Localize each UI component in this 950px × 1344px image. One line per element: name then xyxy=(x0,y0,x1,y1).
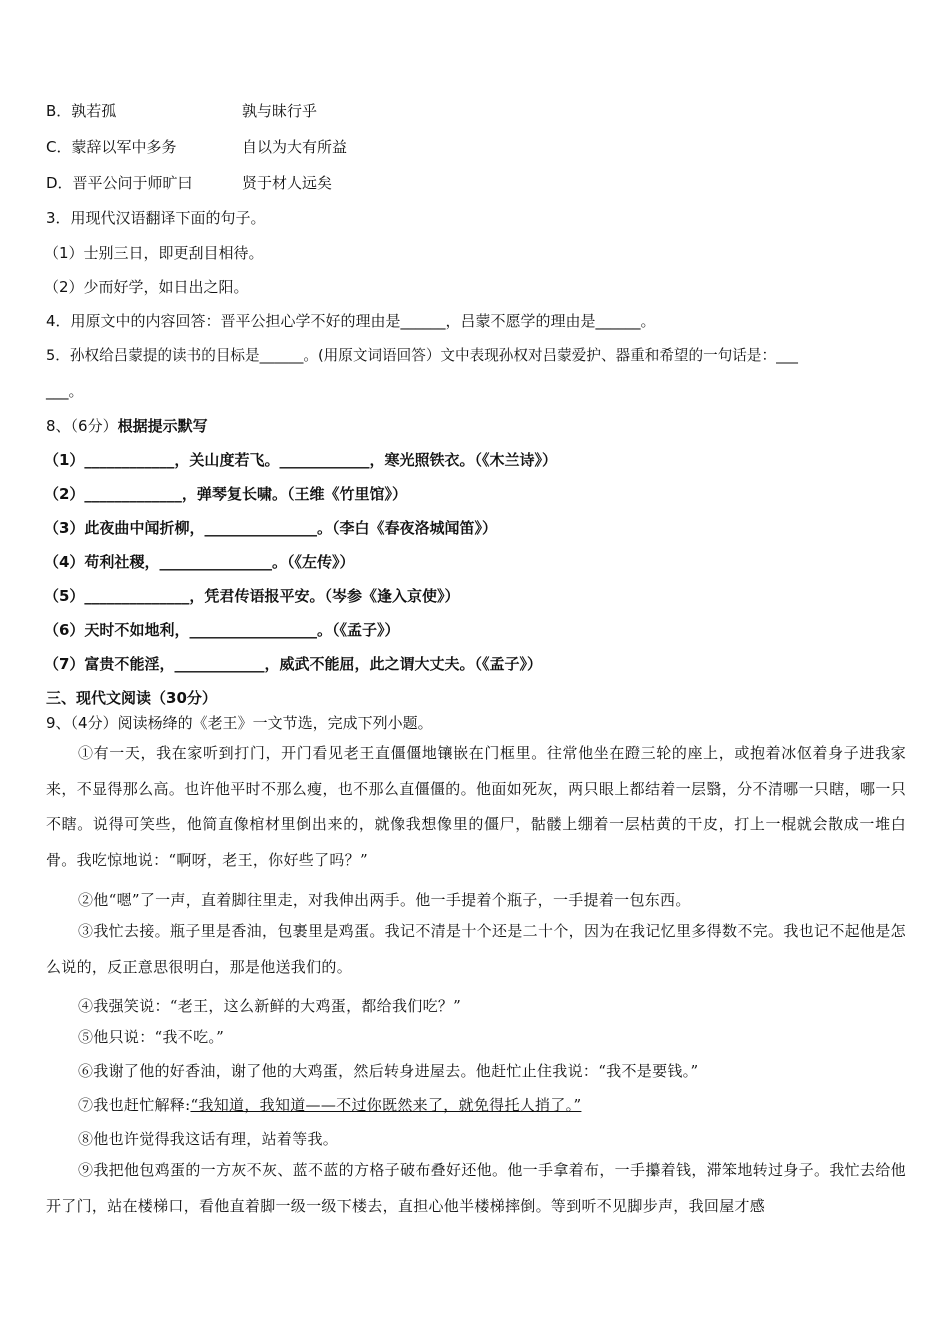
q8-heading-title: 根据提示默写 xyxy=(117,417,208,435)
p7-prefix: ⑦我也赶忙解释: xyxy=(78,1096,191,1114)
option-d-label: D．晋平公问于师旷曰 xyxy=(46,174,193,192)
passage-paragraph-1: ①有一天，我在家听到打门，开门看见老王直僵僵地镶嵌在门框里。往常他坐在蹬三轮的座上，或抱着冰伛着身子进我家来，不显得那么高。也许他平时不那么瘦，也不那么直僵僵的。他面如死灰，两只眼上都结着一层翳，分不清哪一只瞎，哪一只不瞎。说得可笑些，他简直像棺材里倒出来的，就像我想像里的僵尸，骷髅上绷着一层枯黄的干皮，打上一棍就会散成一堆白骨。我吃惊地说：“啊呀，老王，你好些了吗？” xyxy=(46,744,906,869)
q3-item-1: （1）士别三日，即更刮目相待。 xyxy=(44,244,264,262)
passage-paragraph-8: ⑧他也许觉得我这话有理，站着等我。 xyxy=(78,1130,339,1148)
option-c-pair: 自以为大有所益 xyxy=(242,138,348,156)
option-c-label: C．蒙辞以军中多务 xyxy=(46,138,177,156)
q8-item-6: （6）天时不如地利，_________________。（《孟子》） xyxy=(44,621,400,639)
section-3-heading: 三、现代文阅读（30分） xyxy=(46,689,217,707)
q8-heading-prefix: 8、（6分） xyxy=(46,417,118,435)
passage-paragraph-5: ⑤他只说：“我不吃。” xyxy=(78,1028,225,1046)
q8-item-1: （1）____________，关山度若飞。____________，寒光照铁衣。（《木兰诗》） xyxy=(44,451,557,469)
q8-item-3: （3）此夜曲中闻折柳，_______________。（李白《春夜洛城闻笛》） xyxy=(44,519,497,537)
q8-item-5: （5）______________，凭君传语报平安。（岑参《逢入京使》） xyxy=(44,587,460,605)
passage-paragraph-6: ⑥我谢了他的好香油，谢了他的大鸡蛋，然后转身进屋去。他赶忙止住我说：“我不是要钱。” xyxy=(78,1062,699,1080)
passage-paragraph-4: ④我强笑说：“老王，这么新鲜的大鸡蛋，都给我们吃？” xyxy=(78,997,462,1015)
q8-item-7: （7）富贵不能淫，____________，威武不能屈，此之谓大丈夫。（《孟子》） xyxy=(44,655,542,673)
passage-paragraph-7 xyxy=(78,1095,581,1115)
option-d-pair: 贤于材人远矣 xyxy=(242,174,333,192)
q9-stem: 9、（4分）阅读杨绛的《老王》一文节选，完成下列小题。 xyxy=(46,714,433,732)
option-b-pair: 孰与昧行乎 xyxy=(242,102,318,120)
q8-heading xyxy=(46,416,208,436)
q3-stem: 3．用现代汉语翻译下面的句子。 xyxy=(46,209,266,227)
q5-line-2: ___。 xyxy=(46,382,84,400)
passage-paragraph-9: ⑨我把他包鸡蛋的一方灰不灰、蓝不蓝的方格子破布叠好还他。他一手拿着布，一手攥着钱，滞笨地转过身子。我忙去给他开了门，站在楼梯口，看他直着脚一级一级下楼去，直担心他半楼梯摔倒。等到听不见脚步声，我回屋才感 xyxy=(46,1161,906,1215)
q3-item-2: （2）少而好学，如日出之阳。 xyxy=(44,278,249,296)
q8-item-4: （4）苟利社稷，_______________。（《左传》） xyxy=(44,553,355,571)
p7-underlined-quote: “我知道，我知道——不过你既然来了，就免得托人捎了。” xyxy=(190,1096,582,1114)
passage-paragraph-2: ②他“嗯”了一声，直着脚往里走，对我伸出两手。他一手提着个瓶子，一手提着一包东西。 xyxy=(78,891,691,909)
q4-text: 4．用原文中的内容回答：晋平公担心学不好的理由是______，吕蒙不愿学的理由是______。 xyxy=(46,312,656,330)
q5-line-1: 5．孙权给吕蒙提的读书的目标是______。(用原文词语回答）文中表现孙权对吕蒙爱护、器重和希望的一句话是：___ xyxy=(46,347,798,364)
passage-paragraph-3: ③我忙去接。瓶子里是香油，包裹里是鸡蛋。我记不清是十个还是二十个，因为在我记忆里多得数不完。我也记不起他是怎么说的，反正意思很明白，那是他送我们的。 xyxy=(46,922,906,976)
option-b-label: B．孰若孤 xyxy=(46,102,117,120)
q8-item-2: （2）_____________，弹琴复长啸。（王维《竹里馆》） xyxy=(44,485,407,503)
